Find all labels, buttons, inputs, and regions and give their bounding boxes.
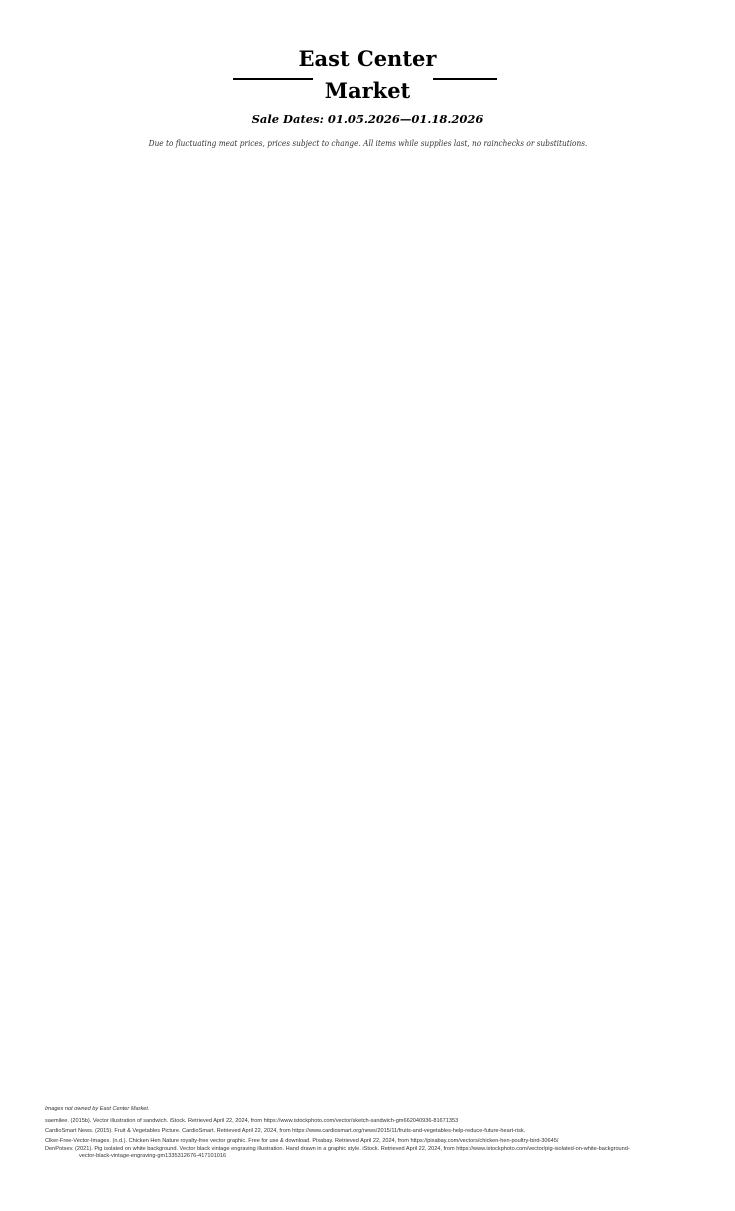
sale-dates: Sale Dates: 01.05.2026—01.18.2026 (251, 112, 484, 126)
store-name-line-2: Market (324, 78, 411, 103)
reference-pig-continued: vector-black-vintage-engraving-gm1335312676-417101016 (79, 1153, 227, 1159)
reference-sandwich: saemilee. (2015b). Vector illustration of sandwich. iStock. Retrieved April 22, 2024, from https://www.istockphoto.com/vector/sketch-sandwich-gm662040936-81671353 (45, 1118, 459, 1124)
reference-chicken: Clker-Free-Vector-Images. (n.d.). Chicken Hen Nature royalty-free vector graphic. Free for use & download. Pixabay. Retrieved April 22, 2024, from https://pixabay.com/vectors/chicken-hen-poultry-bird-30645/ (45, 1138, 559, 1144)
reference-pig: DenPotsev. (2021). Pig isolated on white background. Vector black vintage engraving illustration. Hand drawn in a graphic style. iStock. Retrieved April 22, 2024, from https://www.istockphoto.com/vector/pig-isolated-on-white-background- (45, 1146, 630, 1152)
reference-fruit-heart: CardioSmart News. (2015). Fruit & Vegetables Picture. CardioSmart. Retrieved April 22, 2024, from https://www.cardiosmart.org/news/2015/11/fruits-and-vegetables-help-reduce-future-heart-risk. (45, 1128, 526, 1134)
store-name-line-1: East Center (298, 46, 437, 71)
image-credit-note: Images not owned by East Center Market. (45, 1106, 150, 1112)
price-disclaimer: Due to fluctuating meat prices, prices subject to change. All items while supplies last, no rainchecks or substitutions. (148, 139, 588, 148)
